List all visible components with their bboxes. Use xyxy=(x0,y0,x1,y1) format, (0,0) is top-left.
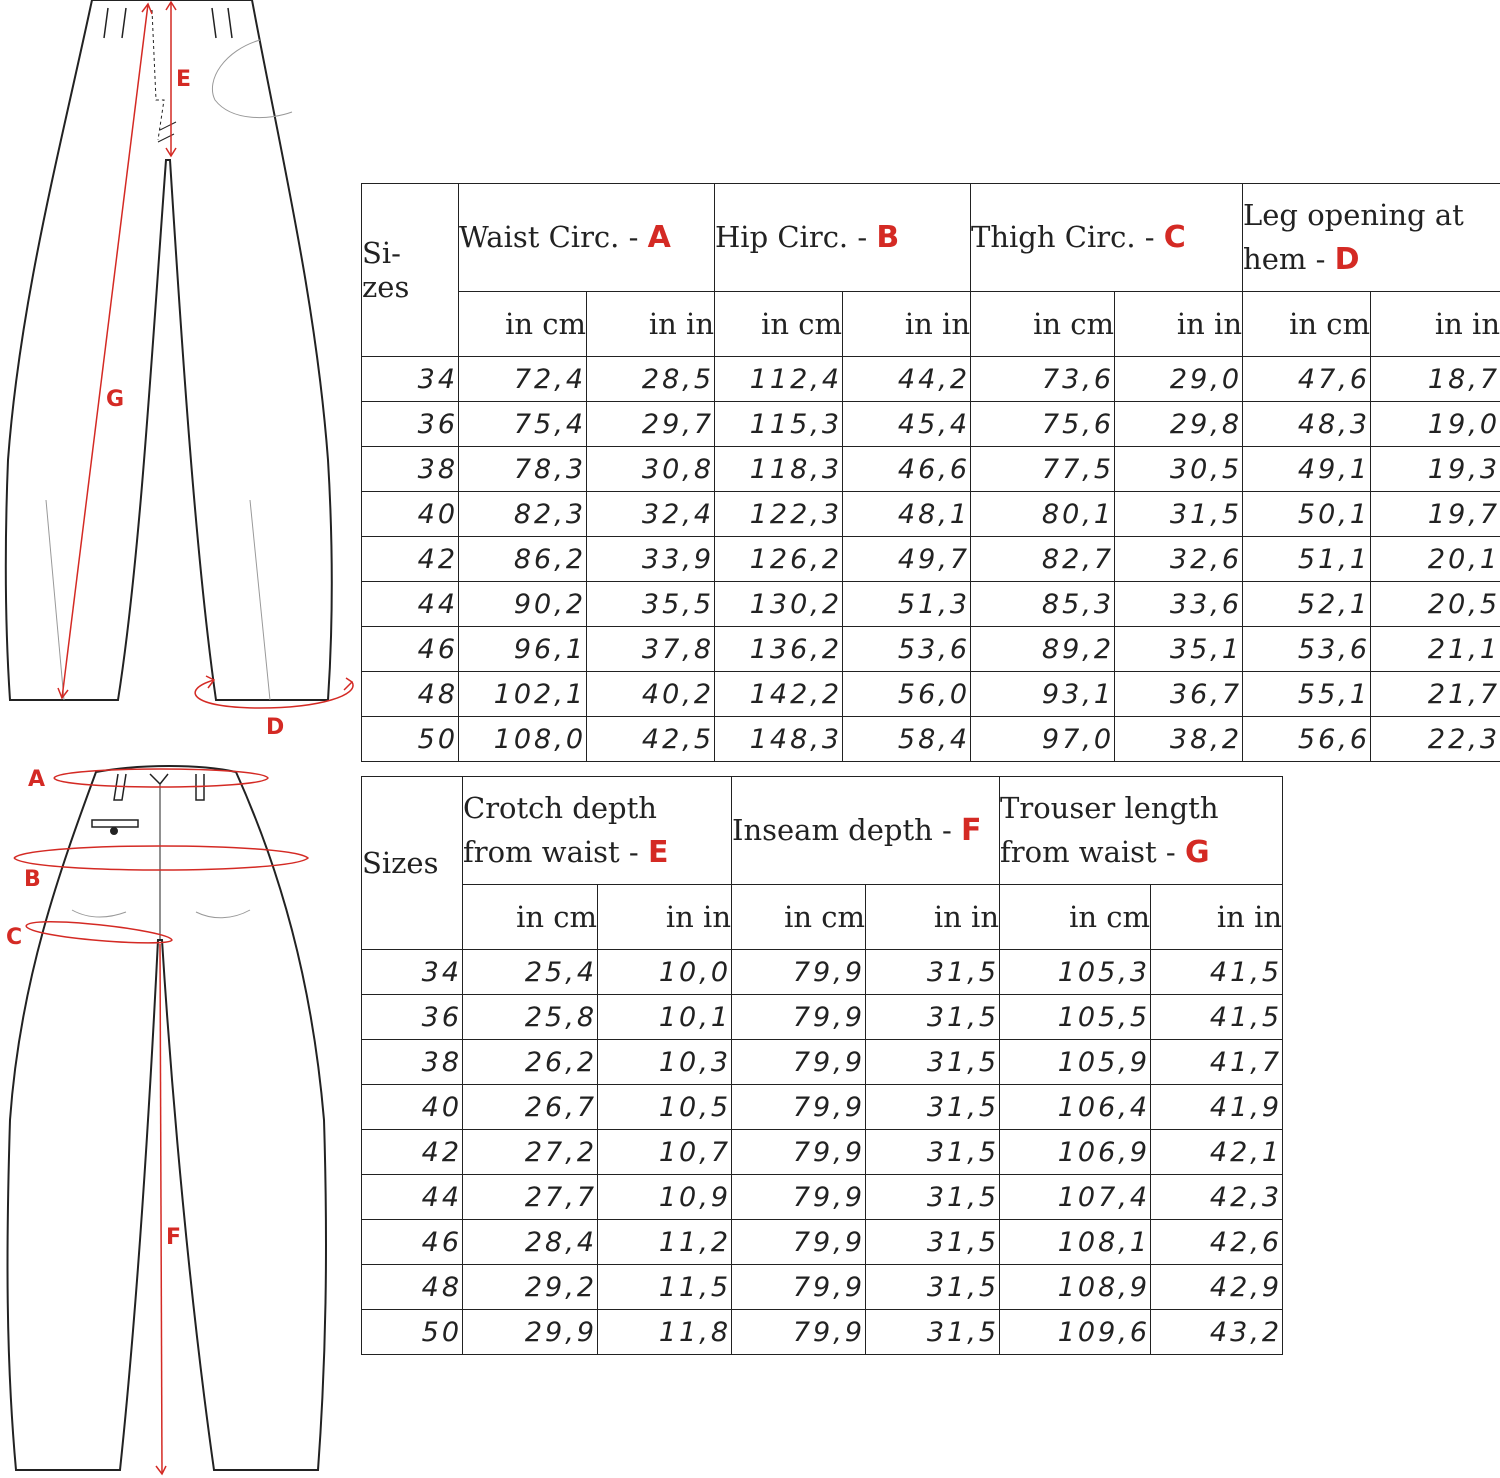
value-cell: 93,1 xyxy=(971,672,1115,717)
label-a: A xyxy=(28,767,46,792)
value-cell: 107,4 xyxy=(1000,1175,1151,1220)
value-cell: 11,8 xyxy=(598,1310,732,1355)
header-trouser-length: Trouser length from waist - G xyxy=(1000,777,1283,885)
size-cell: 34 xyxy=(362,357,459,402)
value-cell: 42,9 xyxy=(1151,1265,1283,1310)
value-cell: 108,9 xyxy=(1000,1265,1151,1310)
value-cell: 40,2 xyxy=(587,672,715,717)
size-cell: 34 xyxy=(362,950,463,995)
size-cell: 50 xyxy=(362,717,459,762)
value-cell: 97,0 xyxy=(971,717,1115,762)
value-cell: 105,3 xyxy=(1000,950,1151,995)
value-cell: 136,2 xyxy=(715,627,843,672)
header-crotch-depth: Crotch depth from waist - E xyxy=(463,777,732,885)
value-cell: 19,3 xyxy=(1371,447,1500,492)
value-cell: 89,2 xyxy=(971,627,1115,672)
value-cell: 108,1 xyxy=(1000,1220,1151,1265)
sizes-header: Sizes xyxy=(362,777,463,950)
value-cell: 79,9 xyxy=(732,1220,866,1265)
value-cell: 41,9 xyxy=(1151,1085,1283,1130)
value-cell: 96,1 xyxy=(459,627,587,672)
value-cell: 42,5 xyxy=(587,717,715,762)
value-cell: 79,9 xyxy=(732,1310,866,1355)
table-row xyxy=(362,1220,1283,1265)
value-cell: 10,3 xyxy=(598,1040,732,1085)
table-row xyxy=(362,1040,1283,1085)
unit-header: in in xyxy=(843,292,971,357)
size-cell: 38 xyxy=(362,1040,463,1085)
value-cell: 10,5 xyxy=(598,1085,732,1130)
value-cell: 35,5 xyxy=(587,582,715,627)
value-cell: 19,0 xyxy=(1371,402,1500,447)
value-cell: 122,3 xyxy=(715,492,843,537)
value-cell: 112,4 xyxy=(715,357,843,402)
unit-header: in in xyxy=(587,292,715,357)
value-cell: 30,8 xyxy=(587,447,715,492)
table-row xyxy=(362,537,1500,582)
value-cell: 56,0 xyxy=(843,672,971,717)
value-cell: 22,3 xyxy=(1371,717,1500,762)
value-cell: 108,0 xyxy=(459,717,587,762)
value-cell: 73,6 xyxy=(971,357,1115,402)
table-row xyxy=(362,1085,1283,1130)
table-row xyxy=(362,1130,1283,1175)
value-cell: 10,1 xyxy=(598,995,732,1040)
size-cell: 40 xyxy=(362,1085,463,1130)
value-cell: 49,7 xyxy=(843,537,971,582)
table-row xyxy=(362,582,1500,627)
table-row xyxy=(362,950,1283,995)
value-cell: 49,1 xyxy=(1243,447,1371,492)
value-cell: 20,5 xyxy=(1371,582,1500,627)
header-thigh-circ: Thigh Circ. - C xyxy=(971,184,1243,292)
value-cell: 31,5 xyxy=(866,1175,1000,1220)
value-cell: 126,2 xyxy=(715,537,843,582)
value-cell: 41,5 xyxy=(1151,950,1283,995)
measure-f xyxy=(156,944,166,1474)
value-cell: 11,2 xyxy=(598,1220,732,1265)
value-cell: 130,2 xyxy=(715,582,843,627)
value-cell: 105,9 xyxy=(1000,1040,1151,1085)
label-g: G xyxy=(106,387,125,412)
unit-header: in in xyxy=(598,885,732,950)
sizes-header: Si- zes xyxy=(362,184,459,357)
trouser-sketches xyxy=(0,0,360,1478)
size-cell: 50 xyxy=(362,1310,463,1355)
value-cell: 82,7 xyxy=(971,537,1115,582)
value-cell: 53,6 xyxy=(843,627,971,672)
table2-body xyxy=(362,950,1283,1355)
value-cell: 36,7 xyxy=(1115,672,1243,717)
value-cell: 109,6 xyxy=(1000,1310,1151,1355)
value-cell: 44,2 xyxy=(843,357,971,402)
value-cell: 48,1 xyxy=(843,492,971,537)
value-cell: 48,3 xyxy=(1243,402,1371,447)
value-cell: 85,3 xyxy=(971,582,1115,627)
value-cell: 58,4 xyxy=(843,717,971,762)
value-cell: 106,4 xyxy=(1000,1085,1151,1130)
value-cell: 42,1 xyxy=(1151,1130,1283,1175)
value-cell: 56,6 xyxy=(1243,717,1371,762)
value-cell: 72,4 xyxy=(459,357,587,402)
value-cell: 51,1 xyxy=(1243,537,1371,582)
unit-header: in cm xyxy=(715,292,843,357)
table-row xyxy=(362,492,1500,537)
value-cell: 29,2 xyxy=(463,1265,598,1310)
value-cell: 118,3 xyxy=(715,447,843,492)
value-cell: 79,9 xyxy=(732,995,866,1040)
measure-b xyxy=(14,846,308,870)
value-cell: 30,5 xyxy=(1115,447,1243,492)
size-cell: 42 xyxy=(362,1130,463,1175)
unit-header: in cm xyxy=(1000,885,1151,950)
unit-header: in cm xyxy=(1243,292,1371,357)
value-cell: 25,8 xyxy=(463,995,598,1040)
value-cell: 37,8 xyxy=(587,627,715,672)
value-cell: 79,9 xyxy=(732,1265,866,1310)
size-table-lengths xyxy=(361,776,1283,1355)
measure-a xyxy=(54,769,268,787)
size-cell: 46 xyxy=(362,1220,463,1265)
value-cell: 47,6 xyxy=(1243,357,1371,402)
table-row xyxy=(362,447,1500,492)
unit-header: in in xyxy=(866,885,1000,950)
value-cell: 28,5 xyxy=(587,357,715,402)
size-cell: 38 xyxy=(362,447,459,492)
value-cell: 29,0 xyxy=(1115,357,1243,402)
value-cell: 75,4 xyxy=(459,402,587,447)
size-cell: 40 xyxy=(362,492,459,537)
value-cell: 51,3 xyxy=(843,582,971,627)
value-cell: 102,1 xyxy=(459,672,587,717)
value-cell: 41,7 xyxy=(1151,1040,1283,1085)
value-cell: 105,5 xyxy=(1000,995,1151,1040)
value-cell: 80,1 xyxy=(971,492,1115,537)
unit-header: in in xyxy=(1115,292,1243,357)
value-cell: 21,7 xyxy=(1371,672,1500,717)
table-row xyxy=(362,357,1500,402)
value-cell: 42,3 xyxy=(1151,1175,1283,1220)
label-e: E xyxy=(176,67,192,92)
value-cell: 33,6 xyxy=(1115,582,1243,627)
value-cell: 29,9 xyxy=(463,1310,598,1355)
measure-g xyxy=(58,4,152,698)
value-cell: 115,3 xyxy=(715,402,843,447)
value-cell: 79,9 xyxy=(732,1085,866,1130)
value-cell: 86,2 xyxy=(459,537,587,582)
table-row xyxy=(362,402,1500,447)
value-cell: 148,3 xyxy=(715,717,843,762)
value-cell: 29,8 xyxy=(1115,402,1243,447)
value-cell: 79,9 xyxy=(732,950,866,995)
value-cell: 43,2 xyxy=(1151,1310,1283,1355)
value-cell: 45,4 xyxy=(843,402,971,447)
table-row xyxy=(362,717,1500,762)
value-cell: 21,1 xyxy=(1371,627,1500,672)
value-cell: 106,9 xyxy=(1000,1130,1151,1175)
table-row xyxy=(362,995,1283,1040)
size-cell: 44 xyxy=(362,582,459,627)
value-cell: 31,5 xyxy=(866,1040,1000,1085)
size-cell: 48 xyxy=(362,672,459,717)
table-row xyxy=(362,672,1500,717)
label-f: F xyxy=(166,1225,182,1250)
value-cell: 29,7 xyxy=(587,402,715,447)
value-cell: 78,3 xyxy=(459,447,587,492)
value-cell: 79,9 xyxy=(732,1175,866,1220)
label-c: C xyxy=(6,925,23,950)
value-cell: 55,1 xyxy=(1243,672,1371,717)
value-cell: 20,1 xyxy=(1371,537,1500,582)
value-cell: 42,6 xyxy=(1151,1220,1283,1265)
value-cell: 31,5 xyxy=(866,1085,1000,1130)
value-cell: 33,9 xyxy=(587,537,715,582)
table-row xyxy=(362,627,1500,672)
back-trouser-sketch xyxy=(8,766,326,1470)
value-cell: 10,9 xyxy=(598,1175,732,1220)
size-table-circumferences xyxy=(361,183,1500,762)
size-cell: 46 xyxy=(362,627,459,672)
value-cell: 79,9 xyxy=(732,1040,866,1085)
value-cell: 10,0 xyxy=(598,950,732,995)
value-cell: 18,7 xyxy=(1371,357,1500,402)
value-cell: 32,4 xyxy=(587,492,715,537)
value-cell: 90,2 xyxy=(459,582,587,627)
value-cell: 75,6 xyxy=(971,402,1115,447)
value-cell: 31,5 xyxy=(866,1310,1000,1355)
size-cell: 36 xyxy=(362,402,459,447)
size-cell: 44 xyxy=(362,1175,463,1220)
unit-header: in cm xyxy=(732,885,866,950)
value-cell: 32,6 xyxy=(1115,537,1243,582)
value-cell: 79,9 xyxy=(732,1130,866,1175)
value-cell: 27,7 xyxy=(463,1175,598,1220)
unit-header: in cm xyxy=(459,292,587,357)
table-row xyxy=(362,1175,1283,1220)
value-cell: 28,4 xyxy=(463,1220,598,1265)
value-cell: 26,7 xyxy=(463,1085,598,1130)
value-cell: 53,6 xyxy=(1243,627,1371,672)
value-cell: 31,5 xyxy=(866,995,1000,1040)
label-b: B xyxy=(24,867,41,892)
unit-header: in in xyxy=(1151,885,1283,950)
value-cell: 50,1 xyxy=(1243,492,1371,537)
value-cell: 31,5 xyxy=(866,950,1000,995)
table1-body xyxy=(362,357,1500,762)
value-cell: 82,3 xyxy=(459,492,587,537)
header-hip-circ: Hip Circ. - B xyxy=(715,184,971,292)
value-cell: 41,5 xyxy=(1151,995,1283,1040)
unit-header: in cm xyxy=(971,292,1115,357)
value-cell: 142,2 xyxy=(715,672,843,717)
header-waist-circ: Waist Circ. - A xyxy=(459,184,715,292)
value-cell: 77,5 xyxy=(971,447,1115,492)
value-cell: 19,7 xyxy=(1371,492,1500,537)
size-cell: 36 xyxy=(362,995,463,1040)
label-d: D xyxy=(266,715,285,740)
measure-c xyxy=(26,922,172,943)
value-cell: 35,1 xyxy=(1115,627,1243,672)
value-cell: 52,1 xyxy=(1243,582,1371,627)
value-cell: 31,5 xyxy=(866,1130,1000,1175)
value-cell: 31,5 xyxy=(866,1265,1000,1310)
size-cell: 48 xyxy=(362,1265,463,1310)
value-cell: 27,2 xyxy=(463,1130,598,1175)
table-row xyxy=(362,1265,1283,1310)
value-cell: 26,2 xyxy=(463,1040,598,1085)
size-cell: 42 xyxy=(362,537,459,582)
value-cell: 31,5 xyxy=(866,1220,1000,1265)
value-cell: 38,2 xyxy=(1115,717,1243,762)
table-row xyxy=(362,1310,1283,1355)
value-cell: 25,4 xyxy=(463,950,598,995)
value-cell: 11,5 xyxy=(598,1265,732,1310)
measure-e-front xyxy=(166,2,176,156)
value-cell: 46,6 xyxy=(843,447,971,492)
header-inseam-depth: Inseam depth - F xyxy=(732,777,1000,885)
header-leg-opening: Leg opening at hem - D xyxy=(1243,184,1500,292)
front-trouser-sketch xyxy=(6,0,332,700)
unit-header: in cm xyxy=(463,885,598,950)
value-cell: 10,7 xyxy=(598,1130,732,1175)
value-cell: 31,5 xyxy=(1115,492,1243,537)
unit-header: in in xyxy=(1371,292,1500,357)
